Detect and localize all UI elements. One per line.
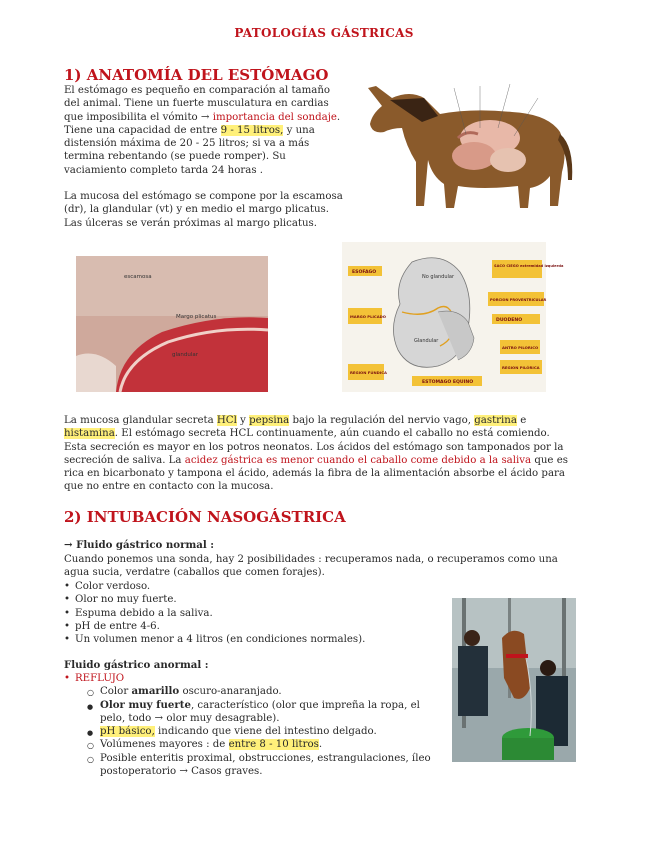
horse-anatomy-image	[362, 76, 576, 216]
text-run: .	[318, 739, 323, 751]
list-item: • Color verdoso.	[64, 580, 444, 593]
list-item: • Un volumen menor a 4 litros (en condiciones normales).	[64, 633, 444, 646]
page-title: PATOLOGÍAS GÁSTRICAS	[234, 26, 414, 40]
diagram-label-glandular: Glandular	[414, 338, 439, 344]
text-run: El estómago es pequeño en comparación al tamaño del animal. Tiene un fuerte musculatura en cardias que imposibilita el vómito →	[64, 85, 331, 123]
sublist-reflujo	[87, 685, 438, 778]
text-run: La mucosa glandular secreta	[64, 415, 217, 426]
paragraph-mucosa: La mucosa del estómago se compone por la escamosa (dr), la glandular (vt) y en medio el margo plicatus. Las úlceras se verán próximas al margo plicatus.	[64, 191, 343, 229]
diagram-label-estomago: ESTOMAGO EQUINO	[422, 380, 474, 385]
list-item	[87, 685, 438, 698]
diagram-label-porcion: PORCION PROVENTRICULAR	[490, 298, 547, 302]
text-run: bajo la regulación del nervio vago,	[289, 415, 475, 426]
diagram-label-no-glandular: No glandular	[422, 274, 455, 280]
bold-text: amarillo	[131, 685, 180, 698]
mucosa-photo-art	[76, 256, 268, 392]
horse-illustration	[362, 76, 576, 216]
diagram-label-region-fundica: REGION FÚNDICA	[350, 370, 387, 375]
stomach-mucosa-photo	[76, 256, 268, 392]
subheading-fluido-normal: → Fluido gástrico normal :	[64, 539, 215, 551]
highlight-text: pepsina	[249, 415, 290, 426]
list-item	[87, 738, 438, 751]
text-run: oscuro-anaranjado.	[179, 686, 282, 698]
text-run: que es rica en bicarbonato y tampona el ácido, además la fibra de la alimentación absorbe el ácido para que no entre en contacto con la mucosa.	[64, 454, 568, 493]
text-run: y una distensión máxima de 20 - 25 litros; si va a más termina rebentando (se puede romper). Su vaciamiento completo tarda 24 horas .	[64, 124, 315, 176]
subheading-fluido-anormal: Fluido gástrico anormal :	[64, 659, 209, 671]
diagram-label-saco: SACO CIEGO extremidad izquierda	[494, 264, 564, 268]
diagram-label-region-pilorica: REGION PILÓRICA	[502, 365, 540, 370]
highlight-red-text: acidez gástrica es menor cuando el caballo come debido a la saliva	[184, 454, 532, 466]
highlight-text: entre 8 - 10 litros	[228, 739, 319, 751]
text-run: . Tiene una capacidad de entre	[64, 111, 341, 136]
section-heading-anatomia: 1) ANATOMÍA DEL ESTÓMAGO	[64, 66, 329, 84]
list-item	[87, 725, 438, 738]
highlight-text: HCl	[216, 415, 237, 426]
highlight-red-text: importancia del sondaje	[212, 111, 337, 123]
list-fluido-anormal	[64, 672, 438, 778]
highlight-text: histamina	[64, 428, 115, 440]
diagram-label-duodeno: DUODENO	[496, 318, 523, 323]
list-item: • Espuma debido a la saliva.	[64, 607, 444, 620]
list-fluido-normal	[64, 580, 444, 646]
highlight-text: 9 - 15 litros,	[220, 124, 284, 136]
intubation-photo-art	[452, 598, 576, 762]
section-heading-intubacion: 2) INTUBACIÓN NASOGÁSTRICA	[64, 508, 346, 526]
list-item: • Olor no muy fuerte.	[64, 593, 444, 606]
photo-label-escamosa: escamosa	[124, 274, 152, 280]
stomach-diagram-art	[342, 242, 564, 392]
text-run: y	[236, 415, 250, 426]
paragraph-sonda: Cuando ponemos una sonda, hay 2 posibilidades : recuperamos nada, o recuperamos como una agua sucia, verdatre (caballos que comen forajes).	[64, 554, 558, 579]
text-run: indicando que viene del intestino delgado.	[154, 726, 377, 738]
paragraph-secrecion	[64, 414, 568, 494]
diagram-label-margo: MARGO PLICADO	[350, 314, 387, 319]
paragraph-estomago-capacidad	[64, 84, 346, 177]
diagram-label-esofago: ESOFAGO	[352, 270, 377, 275]
diagram-label-antro: ANTRO PILORICO	[502, 345, 539, 350]
photo-label-margo: Margo plicatus	[176, 314, 217, 320]
highlight-text: pH básico,	[100, 726, 155, 738]
stomach-diagram	[342, 242, 564, 392]
list-item: ○ Posible enteritis proximal, obstrucciones, estrangulaciones, íleo postoperatorio → Casos graves.	[87, 752, 438, 779]
highlight-text: gastrina	[474, 415, 517, 426]
list-item	[87, 699, 438, 726]
text-run: Volúmenes mayores : de	[100, 739, 229, 751]
photo-label-glandular: glandular	[172, 352, 199, 358]
list-item: • pH de entre 4-6.	[64, 620, 444, 633]
text-run: . El estómago secreta HCL continuamente, aún cuando el caballo no está comiendo. Esta secreción es mayor en los potros neonatos. Los ácidos del estómago son tamponados por la secreción de saliva. La	[64, 428, 564, 466]
list-item-reflujo	[64, 672, 438, 778]
text-run: e	[516, 415, 527, 426]
bold-text: Olor muy fuerte	[100, 698, 191, 711]
intubation-photo	[452, 598, 576, 762]
text-run: , característico (olor que impreña la ropa, el pelo, todo → olor muy desagrable).	[100, 699, 420, 724]
reflujo-label: REFLUJO	[75, 673, 125, 684]
text-run: Color	[100, 686, 132, 698]
